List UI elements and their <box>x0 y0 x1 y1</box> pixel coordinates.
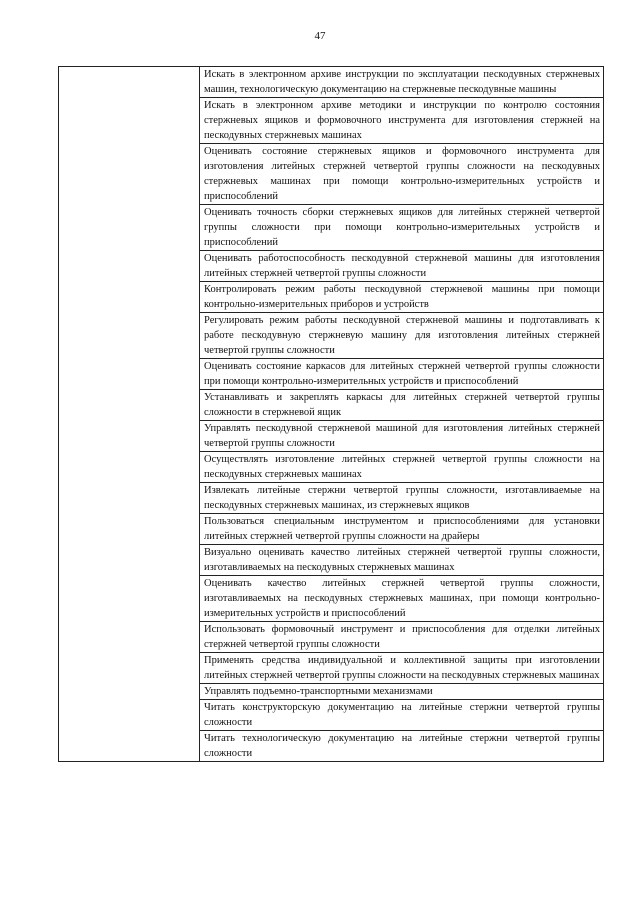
skill-cell: Оценивать состояние стержневых ящиков и формовочного инструмента для изготовления литейных стержней четвертой группы сложности на пескодувных стержневых машинах при помощи контрольно-измерительных устройств и приспособлений <box>200 144 604 205</box>
skills-table-body <box>59 67 604 762</box>
skill-cell: Оценивать точность сборки стержневых ящиков для литейных стержней четвертой группы сложности при помощи контрольно-измерительных устройств и приспособлений <box>200 205 604 251</box>
skill-cell: Искать в электронном архиве инструкции по эксплуатации пескодувных стержневых машин, технологическую документацию на стержневые пескодувные машины <box>200 67 604 98</box>
skill-cell: Извлекать литейные стержни четвертой группы сложности, изготавливаемые на пескодувных стержневых машинах, из стержневых ящиков <box>200 483 604 514</box>
left-merged-cell <box>59 67 200 762</box>
skill-cell: Осуществлять изготовление литейных стержней четвертой группы сложности на пескодувных стержневых машинах <box>200 452 604 483</box>
skill-cell: Оценивать работоспособность пескодувной стержневой машины для изготовления литейных стержней четвертой группы сложности <box>200 251 604 282</box>
skill-cell: Пользоваться специальным инструментом и приспособлениями для установки литейных стержней четвертой группы сложности на драйеры <box>200 514 604 545</box>
table-row <box>59 67 604 98</box>
skill-cell: Читать конструкторскую документацию на литейные стержни четвертой группы сложности <box>200 700 604 731</box>
skill-cell: Регулировать режим работы пескодувной стержневой машины и подготавливать к работе пескодувную стержневую машину для изготовления литейных стержней четвертой группы сложности <box>200 313 604 359</box>
skill-cell: Управлять пескодувной стержневой машиной для изготовления литейных стержней четвертой группы сложности <box>200 421 604 452</box>
page-number: 47 <box>314 30 326 42</box>
skills-table <box>58 66 604 762</box>
skill-cell: Искать в электронном архиве методики и инструкции по контролю состояния стержневых ящиков и формовочного инструмента для изготовления стержней на пескодувных стержневых машинах <box>200 98 604 144</box>
skill-cell: Контролировать режим работы пескодувной стержневой машины при помощи контрольно-измерительных приборов и устройств <box>200 282 604 313</box>
skill-cell: Визуально оценивать качество литейных стержней четвертой группы сложности, изготавливаемых на пескодувных стержневых машинах <box>200 545 604 576</box>
skill-cell: Применять средства индивидуальной и коллективной защиты при изготовлении литейных стержней четвертой группы сложности на пескодувных стержневых машинах <box>200 653 604 684</box>
skill-cell: Оценивать состояние каркасов для литейных стержней четвертой группы сложности при помощи контрольно-измерительных устройств и приспособлений <box>200 359 604 390</box>
skill-cell: Устанавливать и закреплять каркасы для литейных стержней четвертой группы сложности в стержневой ящик <box>200 390 604 421</box>
skill-cell: Управлять подъемно-транспортными механизмами <box>200 684 604 700</box>
skill-cell: Читать технологическую документацию на литейные стержни четвертой группы сложности <box>200 731 604 762</box>
skill-cell: Оценивать качество литейных стержней четвертой группы сложности, изготавливаемых на пескодувных стержневых машинах, при помощи контрольно-измерительных устройств и приспособлений <box>200 576 604 622</box>
skill-cell: Использовать формовочный инструмент и приспособления для отделки литейных стержней четвертой группы сложности <box>200 622 604 653</box>
